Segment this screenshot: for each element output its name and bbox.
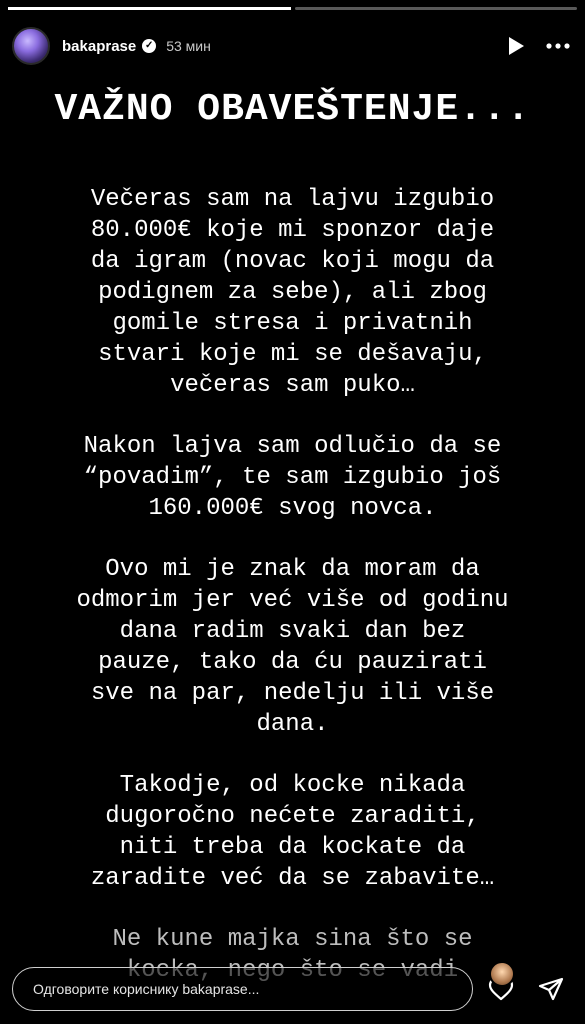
- play-icon: [507, 36, 525, 56]
- reply-placeholder: Одговорите кориснику bakaprase...: [33, 981, 260, 997]
- liker-avatar: [489, 961, 515, 987]
- story-paragraph: Ovo mi je znak da moram da odmorim jer već više od godinu dana radim svaki dan bez pauze, tako da ću pauzirati sve na par, nedelju ili više dana.: [76, 556, 509, 738]
- story-paragraph: Takodje, od kocke nikada dugoročno nećete zaraditi, niti treba da kockate da zaradite već da se zabavite…: [90, 772, 495, 892]
- story-progress: [8, 7, 577, 10]
- avatar[interactable]: [12, 27, 50, 65]
- reply-input[interactable]: [12, 967, 473, 1011]
- story-paragraph: Nakon lajva sam odlučio da se “povadim”, te sam izgubio još 160.000€ svog novca.: [83, 433, 502, 522]
- progress-segment-2: [295, 7, 578, 10]
- username[interactable]: bakaprase: [62, 37, 137, 55]
- story-content: [0, 72, 585, 964]
- story-paragraph: Večeras sam na lajvu izgubio 80.000€ koje mi sponzor daje da igram (novac koji mogu da podignem za sebe), ali zbog gomile stresa i privatnih stvari koje mi se dešavaju, večeras sam puko…: [90, 186, 495, 399]
- more-options-button[interactable]: [543, 31, 573, 61]
- story-header: [12, 24, 573, 68]
- story-paragraph: Ne kune majka sina što se: [112, 926, 473, 953]
- reply-bar: [0, 954, 585, 1024]
- verified-badge-icon: ✓: [142, 39, 156, 53]
- post-time: 53 мин: [166, 38, 211, 54]
- story-title: VAŽNO OBAVEŠTENJE...: [54, 88, 531, 131]
- play-button[interactable]: [501, 31, 531, 61]
- like-button[interactable]: [479, 967, 523, 1011]
- progress-segment-1: [8, 7, 291, 10]
- more-horizontal-icon: [546, 43, 570, 49]
- send-icon: [538, 977, 564, 1001]
- share-button[interactable]: [529, 967, 573, 1011]
